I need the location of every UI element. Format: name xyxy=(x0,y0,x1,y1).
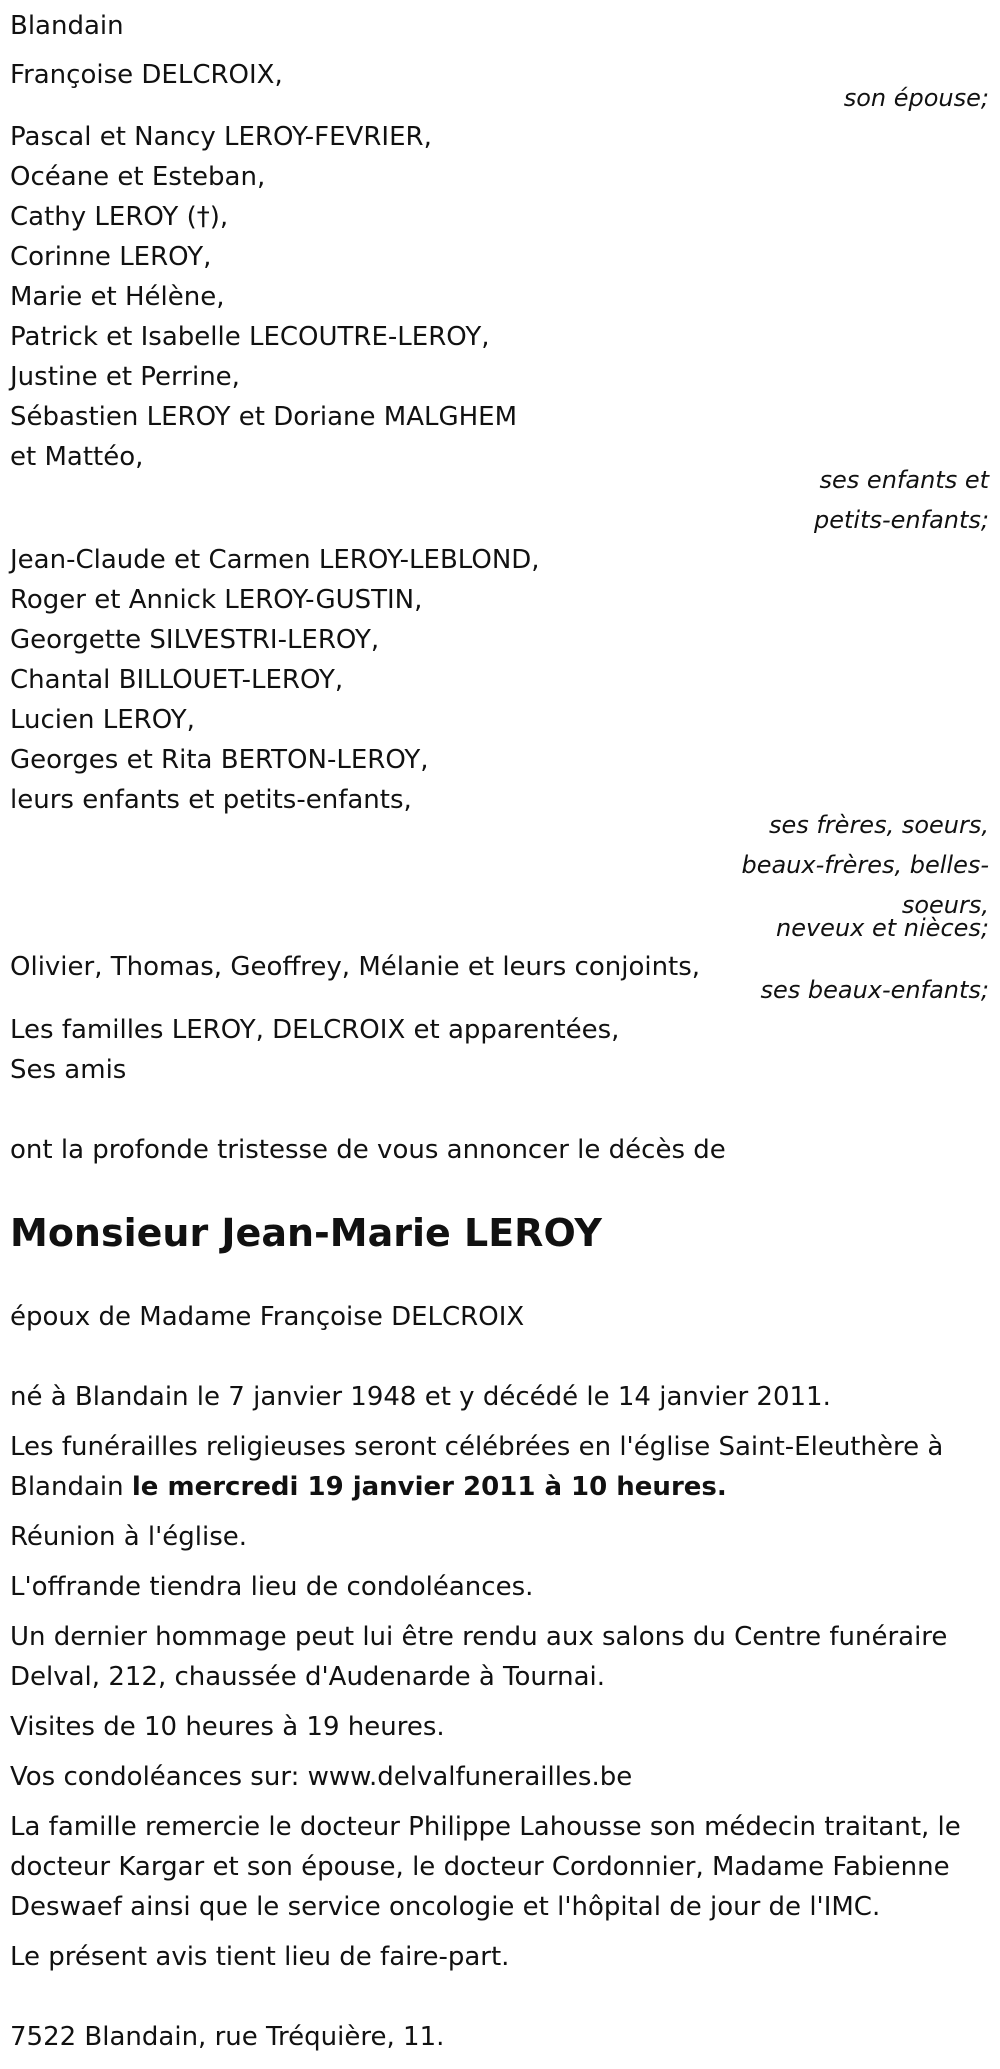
siblings-role-line2: beaux-frères, belles- xyxy=(741,851,989,879)
spouse-role: son épouse; xyxy=(843,84,989,112)
funeral-line2 xyxy=(10,1467,727,1507)
children-role-line2: petits-enfants; xyxy=(814,506,989,534)
list-item: Patrick et Isabelle LECOUTRE-LEROY, xyxy=(10,322,490,352)
list-item: Pascal et Nancy LEROY-FEVRIER, xyxy=(10,122,432,152)
list-item: Lucien LEROY, xyxy=(10,705,195,735)
list-item: Justine et Perrine, xyxy=(10,362,240,392)
stepchildren-line: Olivier, Thomas, Geoffrey, Mélanie et leurs conjoints, xyxy=(10,952,701,982)
list-item: Chantal BILLOUET-LEROY, xyxy=(10,665,344,695)
families-line: Les familles LEROY, DELCROIX et apparentées, xyxy=(10,1015,620,1045)
funeral-place: Blandain xyxy=(10,1472,124,1502)
siblings-role-line3: soeurs, xyxy=(901,891,989,919)
stepchildren-role: ses beaux-enfants; xyxy=(760,976,989,1004)
siblings-role-line1: ses frères, soeurs, xyxy=(768,811,989,839)
notice-line: Le présent avis tient lieu de faire-part. xyxy=(10,1942,510,1972)
list-item: Sébastien LEROY et Doriane MALGHEM xyxy=(10,402,518,432)
list-item: Georgette SILVESTRI-LEROY, xyxy=(10,625,380,655)
condolences-line: Vos condoléances sur: www.delvalfunerailles.be xyxy=(10,1762,633,1792)
birth-death-line: né à Blandain le 7 janvier 1948 et y décédé le 14 janvier 2011. xyxy=(10,1382,831,1412)
thanks-line2: docteur Kargar et son épouse, le docteur Cordonnier, Madame Fabienne xyxy=(10,1852,950,1882)
siblings-role-line4: neveux et nièces; xyxy=(776,914,989,942)
meeting-line: Réunion à l'église. xyxy=(10,1522,248,1552)
children-role-line1: ses enfants et xyxy=(819,466,989,494)
thanks-line1: La famille remercie le docteur Philippe Lahousse son médecin traitant, le xyxy=(10,1812,961,1842)
deceased-name: Monsieur Jean-Marie LEROY xyxy=(10,1211,602,1255)
funeral-line1: Les funérailles religieuses seront célébrées en l'église Saint-Eleuthère à xyxy=(10,1432,944,1462)
list-item: Corinne LEROY, xyxy=(10,242,212,272)
location-header: Blandain xyxy=(10,11,124,41)
list-item: Georges et Rita BERTON-LEROY, xyxy=(10,745,429,775)
list-item: Océane et Esteban, xyxy=(10,162,266,192)
list-item: Marie et Hélène, xyxy=(10,282,225,312)
list-item: leurs enfants et petits-enfants, xyxy=(10,785,412,815)
tribute-line2: Delval, 212, chaussée d'Audenarde à Tournai. xyxy=(10,1662,606,1692)
list-item: Roger et Annick LEROY-GUSTIN, xyxy=(10,585,423,615)
address-line: 7522 Blandain, rue Tréquière, 11. xyxy=(10,2022,445,2052)
list-item: Cathy LEROY (†), xyxy=(10,202,229,232)
spouse-name: Françoise DELCROIX, xyxy=(10,60,283,90)
list-item: Jean-Claude et Carmen LEROY-LEBLOND, xyxy=(10,545,540,575)
visits-line: Visites de 10 heures à 19 heures. xyxy=(10,1712,445,1742)
tribute-line1: Un dernier hommage peut lui être rendu aux salons du Centre funéraire xyxy=(10,1622,948,1652)
funeral-date: le mercredi 19 janvier 2011 à 10 heures. xyxy=(131,1472,727,1502)
offering-line: L'offrande tiendra lieu de condoléances. xyxy=(10,1572,534,1602)
list-item: et Mattéo, xyxy=(10,442,144,472)
friends-line: Ses amis xyxy=(10,1055,127,1085)
thanks-line3: Deswaef ainsi que le service oncologie et l'hôpital de jour de l'IMC. xyxy=(10,1892,881,1922)
announcement-intro: ont la profonde tristesse de vous annoncer le décès de xyxy=(10,1135,726,1165)
spouse-of-line: époux de Madame Françoise DELCROIX xyxy=(10,1302,525,1332)
